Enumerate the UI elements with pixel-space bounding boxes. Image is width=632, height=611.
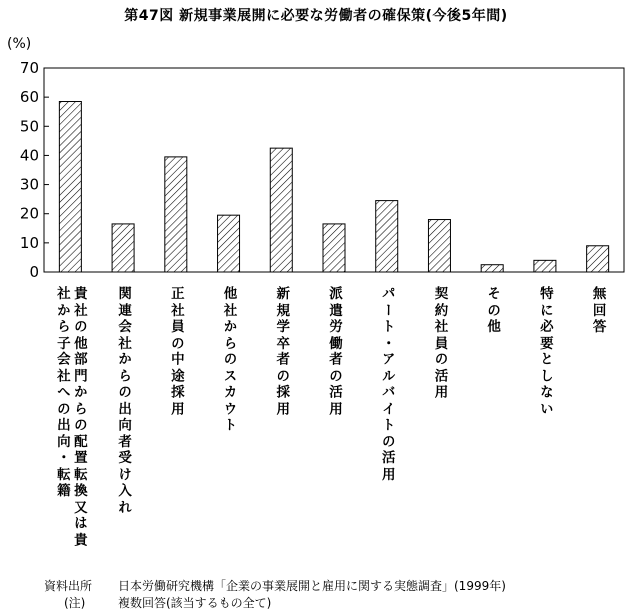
category-label: 正社員の中途採用 [167, 286, 184, 415]
bars [59, 102, 608, 272]
category-label: 関連会社からの出向者受け入れ [115, 286, 132, 513]
category-label: 貴社の他部門からの配置転換又は貴 [70, 286, 87, 546]
y-tick-label: 10 [19, 233, 39, 252]
category-label: 他社からのスカウト [220, 286, 237, 431]
category-label: その他 [484, 286, 501, 333]
bar [218, 215, 240, 272]
category-label: パート・アルバイトの活用 [378, 286, 395, 481]
y-tick-label: 70 [19, 59, 39, 77]
y-tick-label: 30 [19, 175, 39, 194]
category-labels [54, 285, 607, 547]
category-label: 新規学卒者の採用 [273, 286, 290, 415]
category-label: 派遣労働者の活用 [326, 286, 342, 415]
bar [481, 265, 503, 272]
bar [428, 220, 450, 272]
category-label: 特に必要としない [536, 286, 553, 415]
y-tick-label: 20 [19, 204, 39, 223]
bar [534, 260, 556, 272]
source-text: 日本労働研究機構「企業の事業展開と雇用に関する実態調査」(1999年) [118, 579, 506, 593]
category-label: 契約社員の活用 [431, 286, 448, 399]
y-tick-label: 60 [19, 88, 39, 107]
category-label: 無回答 [589, 286, 606, 333]
y-tick-label: 50 [19, 117, 39, 136]
y-axis-unit-label: (%) [7, 36, 32, 52]
y-tick-label: 0 [29, 263, 39, 281]
bar [376, 201, 398, 272]
y-tick-label: 40 [19, 146, 39, 165]
bar [270, 148, 292, 272]
chart-title: 第47図 新規事業展開に必要な労働者の確保策(今後5年間) [124, 8, 508, 24]
bar [112, 224, 134, 272]
bar [587, 246, 609, 272]
bar [323, 224, 345, 272]
bar [165, 157, 187, 272]
bar [59, 102, 81, 272]
y-axis [20, 59, 49, 281]
category-label: 社から子会社への出向・転籍 [53, 286, 70, 497]
note-text: 複数回答(該当するもの全て) [118, 596, 272, 610]
source-label: 資料出所 [44, 579, 93, 593]
note-label: (注) [64, 596, 86, 610]
